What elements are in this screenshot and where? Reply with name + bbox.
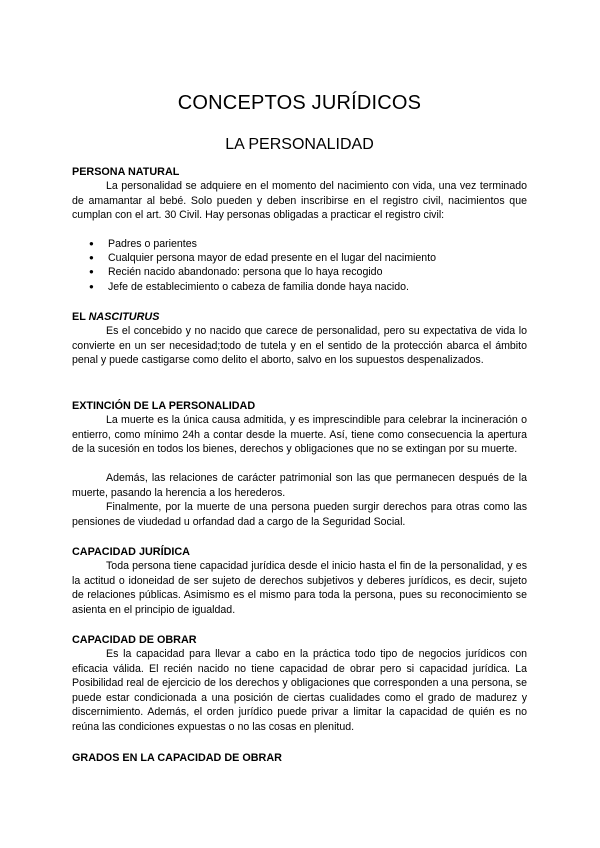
paragraph-persona-natural: La personalidad se adquiere en el momento del nacimiento con vida, una vez terminado de amamantar al bebé. Solo pueden y deben inscribirse en el registro civil, nacimientos que cumplan con el art. 30 Civil. Hay personas obligadas a practicar el registro civil:: [72, 180, 527, 221]
bullet-list-obligados: [72, 237, 436, 294]
heading-persona-natural: PERSONA NATURAL: [72, 166, 180, 178]
paragraph-extincion-2: Además, las relaciones de carácter patrimonial son las que permanecen después de la muerte, pasando la herencia a los herederos.: [72, 472, 527, 499]
heading-capacidad-obrar: CAPACIDAD DE OBRAR: [72, 634, 197, 646]
heading-extincion: EXTINCIÓN DE LA PERSONALIDAD: [72, 400, 256, 412]
list-item: ● Jefe de establecimiento o cabeza de familia donde haya nacido.: [72, 280, 436, 294]
heading-capacidad-juridica: CAPACIDAD JURÍDICA: [72, 546, 190, 558]
document-title: CONCEPTOS JURÍDICOS: [177, 92, 422, 114]
paragraph-capacidad-obrar: Es la capacidad para llevar a cabo en la práctica todo tipo de negocios jurídicos con eficacia válida. El recién nacido no tiene capacidad de obrar pero si capacidad jurídica. La Posibilidad real de ejercicio de los derechos y obligaciones que corresponden a una persona, se puede estar condicionada a una posición de ciertas cualidades como el grado de madurez y discernimiento. Además, el orden jurídico puede privar a limitar la capacidad de quién es no reúna las condiciones expuestas o no las cosas en plenitud.: [72, 648, 527, 733]
paragraph-nasciturus: Es el concebido y no nacido que carece de personalidad, pero su expectativa de vida lo convierte en un ser necesidad;todo de tutela y en el sentido de la protección abarca el ámbito penal y puede castigarse como delito el aborto, salvo en los supuestos despenalizados.: [72, 325, 527, 366]
paragraph-extincion-3: Finalmente, por la muerte de una persona pueden surgir derechos para otras como las pensiones de viudedad u orfandad dad a cargo de la Seguridad Social.: [72, 501, 527, 528]
list-item: ● Recién nacido abandonado: persona que lo haya recogido: [72, 265, 436, 279]
heading-grados: GRADOS EN LA CAPACIDAD DE OBRAR: [72, 752, 282, 764]
paragraph-extincion-1: La muerte es la única causa admitida, y es imprescindible para celebrar la incineración o entierro, como mínimo 24h a contar desde la muerte. Así, tiene como consecuencia la apertura de la sucesión en todos los bienes, derechos y obligaciones que no se extingan por su muerte.: [72, 414, 527, 455]
heading-nasciturus-italic: NASCITURUS: [88, 311, 160, 323]
list-item: ● Padres o parientes: [72, 237, 436, 251]
heading-nasciturus: [72, 310, 159, 324]
paragraph-capacidad-juridica: Toda persona tiene capacidad jurídica desde el inicio hasta el fin de la personalidad, y es la actitud o idoneidad de ser sujeto de derechos subjetivos y deberes jurídicos, es decir, sujeto de relaciones públicas. Asimismo es el mismo para toda la persona, pues su reconocimiento se asienta en el principio de igualdad.: [72, 560, 527, 616]
list-item: ● Cualquier persona mayor de edad presente en el lugar del nacimiento: [72, 251, 436, 265]
document-subtitle: LA PERSONALIDAD: [225, 136, 374, 153]
heading-nasciturus-prefix: EL: [72, 311, 89, 323]
